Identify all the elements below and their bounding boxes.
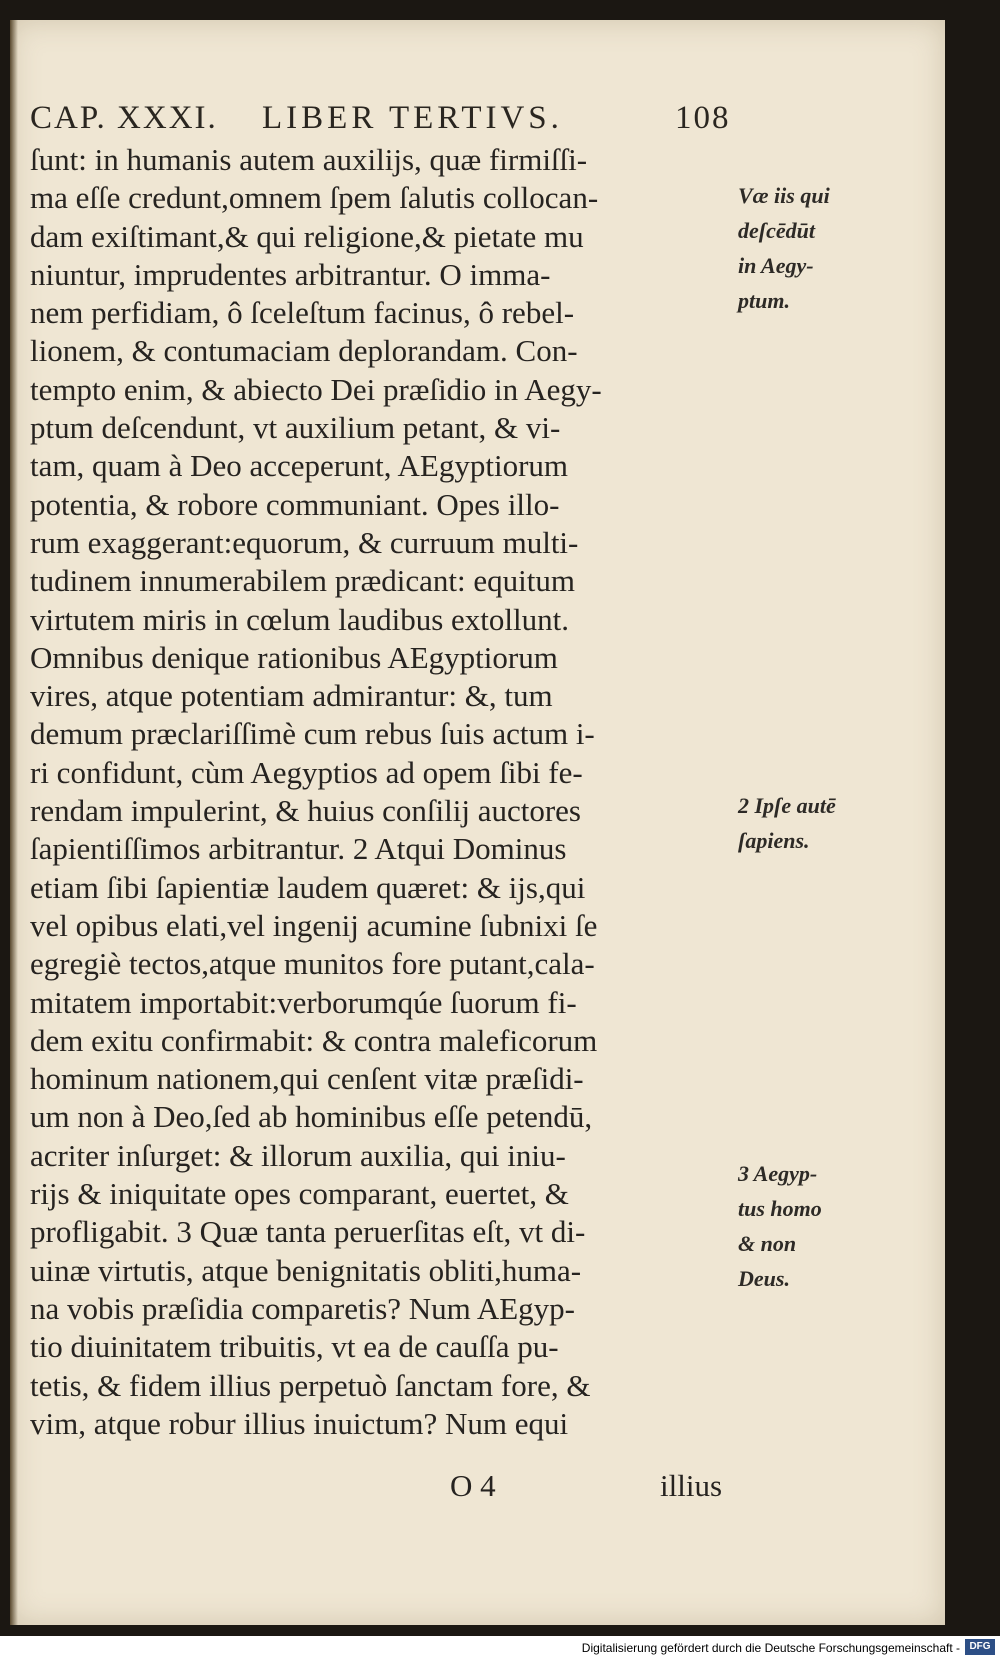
note-line: ptum. — [738, 288, 790, 313]
text-line: vim, atque robur illius inuictum? Num equi — [30, 1405, 569, 1441]
note-line: tus homo — [738, 1196, 822, 1221]
folio-number: 108 — [675, 100, 731, 136]
digitization-credit: Digitalisierung gefördert durch die Deutsche Forschungsgemeinschaft - — [581, 1641, 960, 1655]
text-line: vel opibus elati,vel ingenij acumine ſubnixi ſe — [30, 907, 598, 943]
note-line: 3 Aegyp- — [738, 1161, 818, 1186]
note-line: 2 Ipſe autē — [738, 793, 836, 818]
text-line: egregiè tectos,atque munitos fore putant,cala- — [30, 946, 595, 982]
text-line: ſapientiſſimos arbitrantur. 2 Atqui Dominus — [30, 831, 567, 867]
text-line: ma eſſe credunt,omnem ſpem ſalutis collocan- — [30, 180, 599, 216]
main-text-block — [30, 141, 750, 1443]
page-gutter-shadow — [10, 20, 18, 1625]
marginal-note — [738, 1156, 948, 1296]
text-line: Omnibus denique rationibus AEgyptiorum — [30, 639, 558, 675]
text-line: ri confidunt, cùm Aegyptios ad opem ſibi fe- — [30, 754, 583, 790]
text-line: hominum nationem,qui cenſent vitæ præſidi- — [30, 1061, 584, 1097]
text-line: lionem, & contumaciam deplorandam. Con- — [30, 333, 578, 369]
text-line: niuntur, imprudentes arbitrantur. O imma- — [30, 256, 551, 292]
text-line: rijs & iniquitate opes comparant, euertet, & — [30, 1176, 569, 1212]
text-line: etiam ſibi ſapientiæ laudem quæret: & ijs,qui — [30, 869, 586, 905]
catchword: illius — [660, 1468, 723, 1503]
text-line: rum exaggerant:equorum, & curruum multi- — [30, 524, 579, 560]
text-line: demum præclariſſimè cum rebus ſuis actum i- — [30, 716, 595, 752]
text-line: virtutem miris in cœlum laudibus extollunt. — [30, 601, 570, 637]
marginalia — [738, 20, 948, 1520]
text-line: dam exiſtimant,& qui religione,& pietate mu — [30, 218, 584, 254]
text-line: uinæ virtutis, atque benignitatis obliti,huma- — [30, 1252, 582, 1288]
text-line: na vobis præſidia comparetis? Num AEgyp- — [30, 1290, 575, 1326]
text-line: vires, atque potentiam admirantur: &, tum — [30, 678, 553, 714]
text-line: tetis, & fidem illius perpetuò ſanctam fore, & — [30, 1367, 591, 1403]
text-line: ſunt: in humanis autem auxilijs, quæ firmiſſi- — [30, 142, 588, 177]
book-page — [10, 20, 945, 1625]
note-line: deſcēdūt — [738, 218, 815, 243]
dfg-logo: DFG — [965, 1639, 995, 1655]
note-line: Væ iis qui — [738, 183, 830, 208]
note-line: in Aegy- — [738, 253, 814, 278]
text-line: tam, quam à Deo acceperunt, AEgyptiorum — [30, 448, 569, 484]
text-line: nem perfidiam, ô ſceleſtum facinus, ô rebel- — [30, 295, 575, 331]
text-line: potentia, & robore communiant. Opes illo- — [30, 486, 560, 522]
chapter-label: CAP. XXXI. — [30, 100, 218, 136]
signature-mark: O 4 — [450, 1468, 496, 1503]
text-line: rendam impulerint, & huius conſilij auctores — [30, 793, 581, 829]
note-line: & non — [738, 1231, 797, 1256]
marginal-note — [738, 788, 948, 858]
text-line: um non à Deo,ſed ab hominibus eſſe petendū, — [30, 1099, 593, 1135]
text-line: mitatem importabit:verborumqúe ſuorum fi- — [30, 984, 577, 1020]
marginal-note — [738, 178, 948, 318]
note-line: ſapiens. — [738, 828, 810, 853]
text-line: tudinem innumerabilem prædicant: equitum — [30, 563, 575, 599]
text-line: profligabit. 3 Quæ tanta peruerſitas eſt, vt di- — [30, 1214, 586, 1250]
text-line: acriter inſurget: & illorum auxilia, qui iniu- — [30, 1137, 566, 1173]
text-line: dem exitu confirmabit: & contra maleficorum — [30, 1022, 598, 1058]
running-title: LIBER TERTIVS. — [262, 100, 563, 136]
text-line: tempto enim, & abiecto Dei præſidio in Aegy- — [30, 371, 602, 407]
text-line: ptum deſcendunt, vt auxilium petant, & vi- — [30, 410, 561, 446]
note-line: Deus. — [738, 1266, 790, 1291]
text-line: tio diuinitatem tribuitis, vt ea de cauſſa pu- — [30, 1329, 559, 1365]
